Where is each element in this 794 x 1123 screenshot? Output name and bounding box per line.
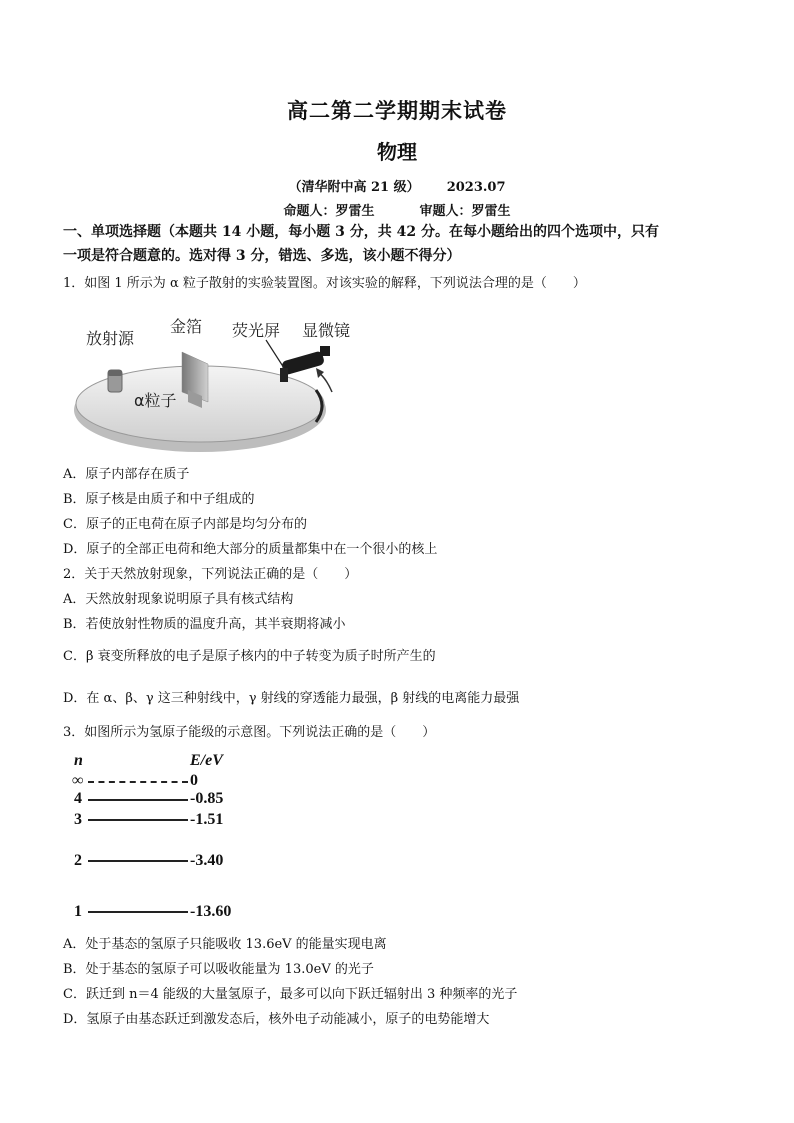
label-source: 放射源 bbox=[86, 329, 135, 348]
q2-option-a: A．天然放射现象说明原子具有核式结构 bbox=[63, 592, 294, 607]
q2-option-b: B．若使放射性物质的温度升高，其半衰期将减小 bbox=[63, 617, 346, 632]
exam-title: 高二第二学期期末试卷 bbox=[287, 98, 507, 123]
q1-option-c: C．原子的正电荷在原子内部是均匀分布的 bbox=[63, 517, 307, 532]
screen-pointer bbox=[266, 340, 284, 368]
question-2-stem: 2．关于天然放射现象，下列说法正确的是（ ） bbox=[63, 567, 358, 582]
question-3-stem: 3．如图所示为氢原子能级的示意图。下列说法正确的是（ ） bbox=[63, 725, 436, 740]
q1-option-b: B．原子核是由质子和中子组成的 bbox=[63, 492, 255, 507]
q3-option-c: C．跃迁到 n＝4 能级的大量氢原子，最多可以向下跃迁辐射出 3 种频率的光子 bbox=[63, 987, 518, 1002]
author: 命题人：罗雷生 bbox=[283, 204, 375, 219]
reviewer: 审题人：罗雷生 bbox=[419, 204, 511, 219]
label-microscope: 显微镜 bbox=[302, 321, 351, 340]
level-n-inf: ∞ bbox=[72, 772, 84, 789]
level-line-4 bbox=[88, 799, 188, 801]
level-n-3: 3 bbox=[74, 811, 82, 828]
exam-date: 2023.07 bbox=[446, 180, 506, 195]
q2-option-d: D．在 α、β、γ 这三种射线中，γ 射线的穿透能力最强，β 射线的电离能力最强 bbox=[63, 691, 520, 706]
level-n-2: 2 bbox=[74, 852, 82, 869]
q3-option-a: A．处于基态的氢原子只能吸收 13.6eV 的能量实现电离 bbox=[63, 937, 387, 952]
level-e-4: -0.85 bbox=[190, 790, 224, 807]
label-foil: 金箔 bbox=[170, 317, 203, 336]
level-line-2 bbox=[88, 860, 188, 862]
subject-title: 物理 bbox=[377, 140, 417, 164]
section-heading-line1: 一、单项选择题（本题共 14 小题，每小题 3 分，共 42 分。在每小题给出的四个选项中，只有 bbox=[63, 224, 659, 240]
level-line-inf bbox=[88, 781, 188, 783]
q3-option-b: B．处于基态的氢原子可以吸收能量为 13.0eV 的光子 bbox=[63, 962, 374, 977]
level-e-1: -13.60 bbox=[190, 903, 232, 920]
radiation-source-top bbox=[108, 370, 122, 376]
q3-option-d: D．氢原子由基态跃迁到激发态后，核外电子动能减小，原子的电势能增大 bbox=[63, 1012, 490, 1027]
label-screen: 荧光屏 bbox=[232, 321, 281, 340]
energy-axis-label: E/eV bbox=[190, 752, 223, 769]
microscope-eyepiece bbox=[320, 346, 330, 356]
level-n-4: 4 bbox=[74, 790, 82, 807]
energy-level-diagram bbox=[66, 748, 266, 928]
school-date-line bbox=[0, 176, 794, 195]
fluorescent-screen bbox=[280, 368, 288, 382]
q1-option-d: D．原子的全部正电荷和绝大部分的质量都集中在一个很小的核上 bbox=[63, 542, 438, 557]
level-e-3: -1.51 bbox=[190, 811, 224, 828]
label-alpha: α粒子 bbox=[134, 391, 177, 410]
q2-option-c: C．β 衰变所释放的电子是原子核内的中子转变为质子时所产生的 bbox=[63, 649, 436, 664]
level-e-inf: 0 bbox=[190, 772, 198, 789]
section-heading-line2: 一项是符合题意的。选对得 3 分，错选、多选，该小题不得分） bbox=[63, 248, 461, 264]
school-line: （清华附中高 21 级） bbox=[288, 180, 420, 195]
question-1-stem: 1．如图 1 所示为 α 粒子散射的实验装置图。对该实验的解释，下列说法合理的是（ ） bbox=[63, 276, 586, 291]
author-line bbox=[0, 200, 794, 219]
level-line-3 bbox=[88, 819, 188, 821]
n-axis-label: n bbox=[74, 752, 83, 769]
q1-option-a: A．原子内部存在质子 bbox=[63, 467, 190, 482]
level-n-1: 1 bbox=[74, 903, 82, 920]
alpha-scattering-figure bbox=[70, 312, 360, 460]
level-e-2: -3.40 bbox=[190, 852, 224, 869]
level-line-1 bbox=[88, 911, 188, 913]
